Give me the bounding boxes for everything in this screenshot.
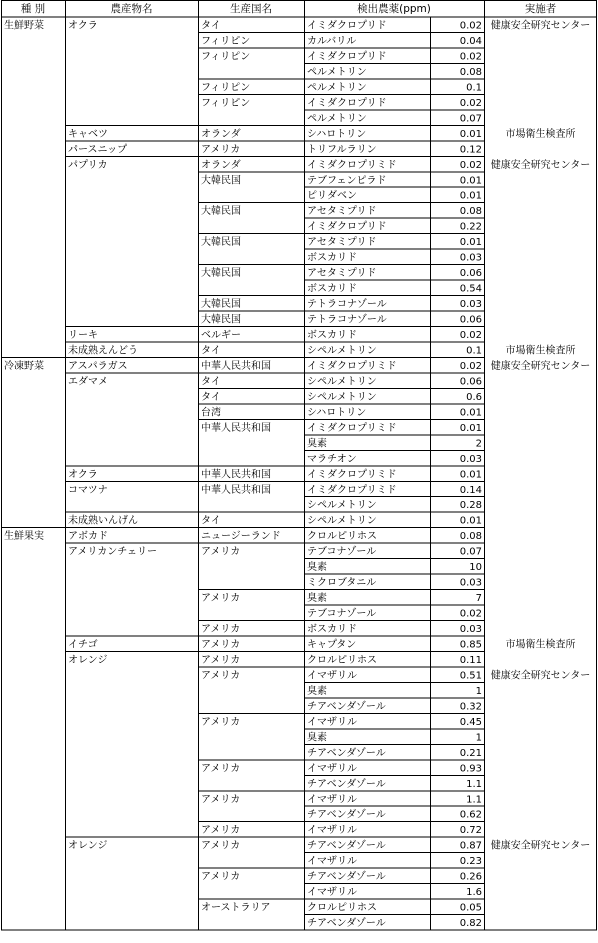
pesticide-name: チアベンダゾール — [307, 701, 386, 713]
country-name: 中華人民共和国 — [201, 469, 271, 481]
detected-value: 0.02 — [459, 20, 482, 32]
detected-value: 0.93 — [459, 763, 482, 775]
product-name: 未成熟えんどう — [68, 345, 138, 357]
detected-value: 0.08 — [459, 206, 482, 218]
detected-value: 0.04 — [459, 35, 482, 47]
pesticide-name: イミダクロプリド — [307, 20, 387, 32]
country-name: オランダ — [201, 159, 241, 171]
pesticide-name: イマザリル — [307, 670, 357, 682]
pesticide-name: クロルピリホス — [307, 902, 377, 914]
implementer-name: 健康安全研究センター — [490, 360, 591, 372]
pesticide-name: アセタミプリド — [307, 206, 377, 218]
detected-value: 0.51 — [459, 670, 482, 682]
pesticide-name: ピリダベン — [307, 190, 357, 202]
detected-value: 0.02 — [459, 608, 482, 620]
product-name: パプリカ — [68, 159, 108, 171]
country-name: ベルギー — [201, 330, 241, 341]
detected-value: 0.02 — [459, 51, 482, 63]
country-name: アメリカ — [201, 639, 241, 651]
country-name: オーストラリア — [201, 902, 271, 914]
detected-value: 0.72 — [459, 825, 482, 837]
detected-value: 0.06 — [459, 314, 482, 326]
country-name: アメリカ — [201, 670, 241, 682]
country-name: 大韓民国 — [201, 314, 241, 326]
pesticide-name: ボスカリド — [307, 283, 357, 295]
country-name: アメリカ — [201, 654, 241, 666]
pesticide-name: イミダクロプリド — [307, 221, 387, 233]
pesticide-name: テブコナゾール — [307, 608, 377, 620]
country-name: アメリカ — [201, 144, 241, 156]
product-name: キャベツ — [68, 128, 108, 140]
detected-value: 0.62 — [459, 809, 482, 821]
product-name: アメリカンチェリー — [68, 546, 157, 558]
detected-value: 0.02 — [459, 97, 482, 109]
detected-value: 0.06 — [459, 268, 482, 280]
country-name: アメリカ — [201, 871, 241, 883]
detected-value: 1.6 — [466, 887, 482, 899]
detected-value: 0.01 — [459, 128, 482, 140]
country-name: タイ — [201, 391, 221, 403]
detected-value: 0.1 — [466, 82, 482, 94]
pesticide-name: クロルピリホス — [307, 531, 377, 543]
product-name: オクラ — [68, 469, 98, 481]
country-name: 大韓民国 — [201, 299, 241, 311]
header-product: 農産物名 — [110, 3, 153, 15]
country-name: アメリカ — [201, 763, 241, 775]
pesticide-name: アセタミプリド — [307, 237, 377, 249]
pesticide-name: テトラコナゾール — [307, 299, 387, 311]
implementer-name: 市場衛生検査所 — [505, 639, 576, 651]
pesticide-name: シペルメトリン — [307, 376, 377, 388]
product-name: アボカド — [68, 531, 108, 543]
detected-value: 0.03 — [459, 624, 482, 636]
country-name: アメリカ — [201, 546, 241, 558]
country-name: アメリカ — [201, 825, 241, 837]
pesticide-name: チアベンダゾール — [307, 809, 386, 821]
pesticide-name: ペルメトリン — [307, 82, 367, 94]
pesticide-name: シハロトリン — [307, 128, 367, 140]
detected-value: 0.54 — [459, 283, 482, 295]
implementer-name: 健康安全研究センター — [490, 840, 591, 852]
pesticide-name: テブフェンピラド — [307, 175, 387, 187]
pesticide-name: イミダクロプリミド — [307, 159, 397, 171]
pesticide-name: トリフルラリン — [307, 144, 377, 156]
detected-value: 0.01 — [459, 237, 482, 249]
detected-value: 0.01 — [459, 469, 482, 481]
pesticide-name: シペルメトリン — [307, 345, 377, 357]
pesticide-name: イマザリル — [307, 856, 357, 868]
detected-value: 2 — [475, 438, 482, 450]
detected-value: 0.03 — [459, 299, 482, 311]
pesticide-name: イマザリル — [307, 716, 357, 728]
detected-value: 1.1 — [466, 778, 482, 790]
country-name: アメリカ — [201, 794, 241, 806]
header-category: 種 別 — [20, 3, 46, 15]
detected-value: 0.03 — [459, 577, 482, 589]
pesticide-name: イミダクロプリミド — [307, 469, 397, 481]
country-name: フィリピン — [201, 82, 251, 94]
implementer-name: 市場衛生検査所 — [505, 345, 576, 357]
detected-value: 0.03 — [459, 453, 482, 465]
detected-value: 0.85 — [459, 639, 482, 651]
pesticide-name: イマザリル — [307, 825, 357, 837]
pesticide-name: ボスカリド — [307, 624, 357, 636]
country-name: タイ — [201, 376, 221, 388]
detected-value: 0.1 — [466, 345, 482, 357]
pesticide-name: シペルメトリン — [307, 500, 377, 512]
pesticide-name: イミダクロプリド — [307, 97, 387, 109]
pesticide-name: テブコナゾール — [307, 546, 377, 558]
detected-value: 0.45 — [459, 716, 482, 728]
category-label: 生鮮野菜 — [4, 20, 44, 32]
pesticide-name: 臭素 — [307, 562, 327, 574]
implementer-name: 健康安全研究センター — [490, 159, 591, 171]
pesticide-name: 臭素 — [307, 732, 327, 744]
detected-value: 0.06 — [459, 376, 482, 388]
pesticide-name: イミダクロプリミド — [307, 422, 397, 434]
country-name: 大韓民国 — [201, 175, 241, 187]
detected-value: 0.12 — [459, 144, 482, 156]
pesticide-name: テトラコナゾール — [307, 314, 387, 326]
pesticide-name: チアベンダゾール — [307, 778, 386, 790]
detected-value: 0.23 — [459, 856, 482, 868]
detected-value: 0.01 — [459, 422, 482, 434]
pesticide-name: イミダクロプリミド — [307, 360, 397, 372]
pesticide-name: キャプタン — [307, 639, 357, 651]
header-implementer: 実施者 — [524, 3, 557, 15]
product-name: オクラ — [68, 20, 98, 32]
detected-value: 0.01 — [459, 407, 482, 419]
pesticide-name: シハロトリン — [307, 407, 367, 419]
implementer-name: 市場衛生検査所 — [505, 128, 576, 140]
pesticide-name: ボスカリド — [307, 252, 357, 264]
detected-value: 1.1 — [466, 794, 482, 806]
category-label: 生鮮果実 — [4, 531, 44, 543]
detected-value: 0.22 — [459, 221, 482, 233]
header-country: 生産国名 — [230, 3, 272, 15]
pesticide-name: マラチオン — [307, 453, 357, 465]
country-name: 中華人民共和国 — [201, 360, 271, 372]
pesticide-name: ミクロブタニル — [307, 577, 377, 589]
detected-value: 0.82 — [459, 918, 482, 930]
detected-value: 0.6 — [466, 391, 482, 403]
pesticide-name: イマザリル — [307, 887, 357, 899]
category-label: 冷凍野菜 — [4, 360, 44, 372]
detected-value: 0.02 — [459, 330, 482, 341]
detected-value: 1 — [475, 685, 482, 697]
detected-value: 0.08 — [459, 531, 482, 543]
pesticide-name: イミダクロプリド — [307, 51, 387, 63]
pesticide-name: ペルメトリン — [307, 66, 367, 78]
country-name: アメリカ — [201, 840, 241, 852]
product-name: オレンジ — [68, 840, 108, 852]
pesticide-name: ペルメトリン — [307, 113, 367, 125]
product-name: アスパラガス — [68, 360, 128, 372]
country-name: 大韓民国 — [201, 237, 241, 249]
detected-value: 1 — [475, 732, 482, 744]
country-name: フィリピン — [201, 35, 251, 47]
product-name: イチゴ — [68, 639, 98, 651]
country-name: タイ — [201, 345, 221, 357]
detected-value: 0.08 — [459, 66, 482, 78]
detected-value: 0.02 — [459, 159, 482, 171]
pesticide-name: シペルメトリン — [307, 391, 377, 403]
product-name: コマツナ — [68, 484, 108, 496]
country-name: 中華人民共和国 — [201, 484, 271, 496]
pesticide-name: クロルピリホス — [307, 654, 377, 666]
detected-value: 7 — [475, 593, 482, 605]
pesticide-name: シペルメトリン — [307, 515, 377, 527]
country-name: 中華人民共和国 — [201, 422, 271, 434]
country-name: アメリカ — [201, 593, 241, 605]
country-name: タイ — [201, 20, 221, 32]
product-name: パースニップ — [68, 144, 128, 156]
pesticide-name: チアベンダゾール — [307, 840, 386, 852]
detected-value: 0.87 — [459, 840, 482, 852]
implementer-name: 健康安全研究センター — [490, 670, 591, 682]
detected-value: 10 — [469, 562, 482, 574]
pesticide-name: チアベンダゾール — [307, 918, 386, 930]
product-name: 未成熟いんげん — [68, 515, 138, 527]
detected-value: 0.01 — [459, 175, 482, 187]
country-name: 大韓民国 — [201, 268, 241, 280]
detected-value: 0.05 — [459, 902, 482, 914]
pesticide-name: アセタミプリド — [307, 268, 377, 280]
country-name: 大韓民国 — [201, 206, 241, 218]
pesticide-name: ボスカリド — [307, 330, 357, 341]
country-name: ニュージーランド — [201, 531, 281, 543]
country-name: アメリカ — [201, 624, 241, 636]
header-pesticide: 検出農薬(ppm) — [357, 3, 431, 15]
detected-value: 0.07 — [459, 113, 482, 125]
country-name: フィリピン — [201, 51, 251, 63]
detected-value: 0.01 — [459, 515, 482, 527]
pesticide-name: カルバリル — [307, 35, 357, 47]
pesticide-name: チアベンダゾール — [307, 747, 386, 759]
product-name: リーキ — [68, 330, 98, 341]
detected-value: 0.32 — [459, 701, 482, 713]
detected-value: 0.07 — [459, 546, 482, 558]
detected-value: 0.14 — [459, 484, 482, 496]
pesticide-name: イマザリル — [307, 763, 357, 775]
pesticide-name: イマザリル — [307, 794, 357, 806]
pesticide-name: 臭素 — [307, 685, 327, 697]
country-name: オランダ — [201, 128, 241, 140]
country-name: アメリカ — [201, 716, 241, 728]
pesticide-name: 臭素 — [307, 438, 327, 450]
pesticide-name: 臭素 — [307, 593, 327, 605]
country-name: タイ — [201, 515, 221, 527]
detected-value: 0.11 — [459, 654, 482, 666]
country-name: 台湾 — [201, 407, 221, 419]
detected-value: 0.21 — [459, 747, 482, 759]
detected-value: 0.03 — [459, 252, 482, 264]
detected-value: 0.26 — [459, 871, 482, 883]
pesticide-name: イミダクロプリミド — [307, 484, 397, 496]
detected-value: 0.01 — [459, 190, 482, 202]
pesticide-name: チアベンダゾール — [307, 871, 386, 883]
product-name: エダマメ — [68, 376, 108, 388]
detected-value: 0.28 — [459, 500, 482, 512]
implementer-name: 健康安全研究センター — [490, 20, 591, 32]
country-name: フィリピン — [201, 97, 251, 109]
detected-value: 0.02 — [459, 360, 482, 372]
product-name: オレンジ — [68, 654, 108, 666]
